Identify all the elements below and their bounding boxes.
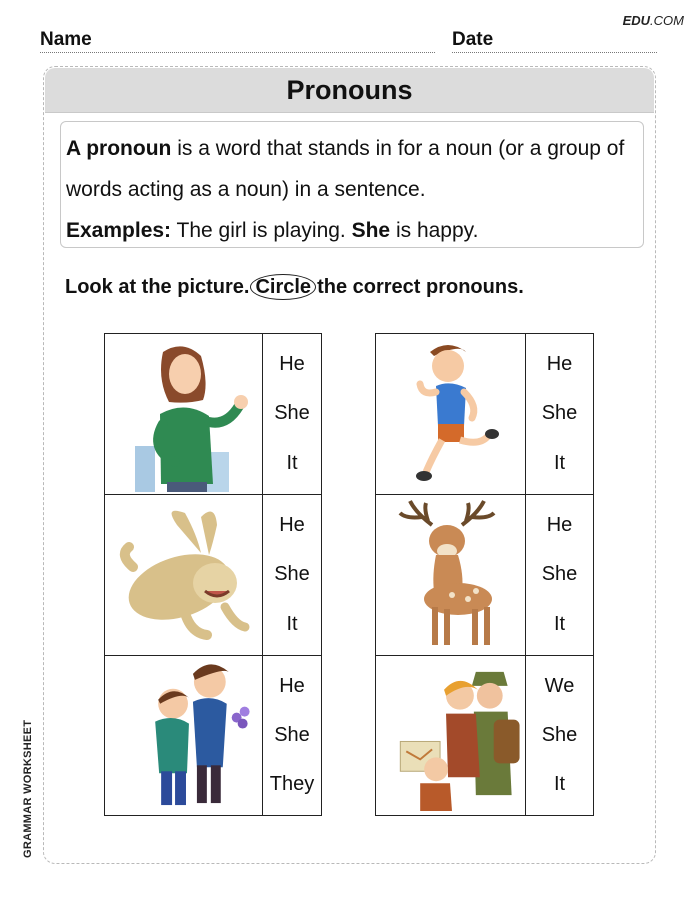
- explorers-with-map-illustration: [376, 656, 526, 815]
- rabbit-illustration: [105, 495, 263, 655]
- option-3[interactable]: It: [286, 451, 298, 474]
- brand-logo: EDU.COM: [622, 13, 684, 28]
- exercise-row: [105, 656, 321, 815]
- date-field[interactable]: [452, 30, 657, 53]
- pronoun-options: [263, 656, 321, 815]
- instruction: Look at the picture. Circle the correct pronouns.: [65, 276, 524, 298]
- pronoun-options: [526, 334, 593, 494]
- date-label: Date: [452, 29, 494, 50]
- option-1[interactable]: We: [544, 675, 575, 697]
- name-field[interactable]: [40, 30, 435, 53]
- pronoun-options: [263, 334, 321, 494]
- circle-word: Circle: [250, 274, 316, 300]
- side-label: GRAMMAR WORKSHEET: [22, 719, 34, 858]
- option-2[interactable]: She: [541, 563, 578, 586]
- title-bar: [45, 68, 654, 113]
- option-2[interactable]: She: [541, 402, 578, 425]
- option-3[interactable]: It: [286, 612, 298, 635]
- option-1[interactable]: He: [279, 353, 305, 376]
- exercise-row: [376, 334, 593, 495]
- definition-text: A pronoun is a word that stands in for a noun (or a group of words acting as a noun) in a sentence.: [66, 137, 625, 201]
- option-3[interactable]: They: [269, 773, 315, 795]
- option-2[interactable]: She: [541, 724, 578, 746]
- option-1[interactable]: He: [279, 675, 305, 697]
- name-label: Name: [40, 29, 92, 50]
- exercise-grid-left: [104, 333, 322, 816]
- definition-box: [60, 121, 644, 248]
- pronoun-options: [526, 656, 593, 815]
- exercise-row: [376, 495, 593, 656]
- option-2[interactable]: She: [274, 724, 310, 746]
- running-boy-illustration: [376, 334, 526, 494]
- deer-illustration: [376, 495, 526, 655]
- woman-illustration: [105, 334, 263, 494]
- option-3[interactable]: It: [553, 612, 566, 635]
- two-boys-with-flowers-illustration: [105, 656, 263, 815]
- exercise-row: [105, 334, 321, 495]
- examples-text: Examples: The girl is playing. She is happy.: [66, 219, 479, 242]
- pronoun-options: [526, 495, 593, 655]
- exercise-row: [105, 495, 321, 656]
- option-1[interactable]: He: [546, 514, 573, 537]
- option-2[interactable]: She: [274, 563, 310, 586]
- option-3[interactable]: It: [553, 773, 566, 795]
- option-1[interactable]: He: [279, 514, 305, 537]
- pronoun-options: [263, 495, 321, 655]
- option-3[interactable]: It: [553, 451, 566, 474]
- exercise-grid-right: [375, 333, 594, 816]
- option-2[interactable]: She: [274, 402, 310, 425]
- option-1[interactable]: He: [546, 353, 573, 376]
- page-title: Pronouns: [286, 74, 413, 105]
- exercise-row: [376, 656, 593, 815]
